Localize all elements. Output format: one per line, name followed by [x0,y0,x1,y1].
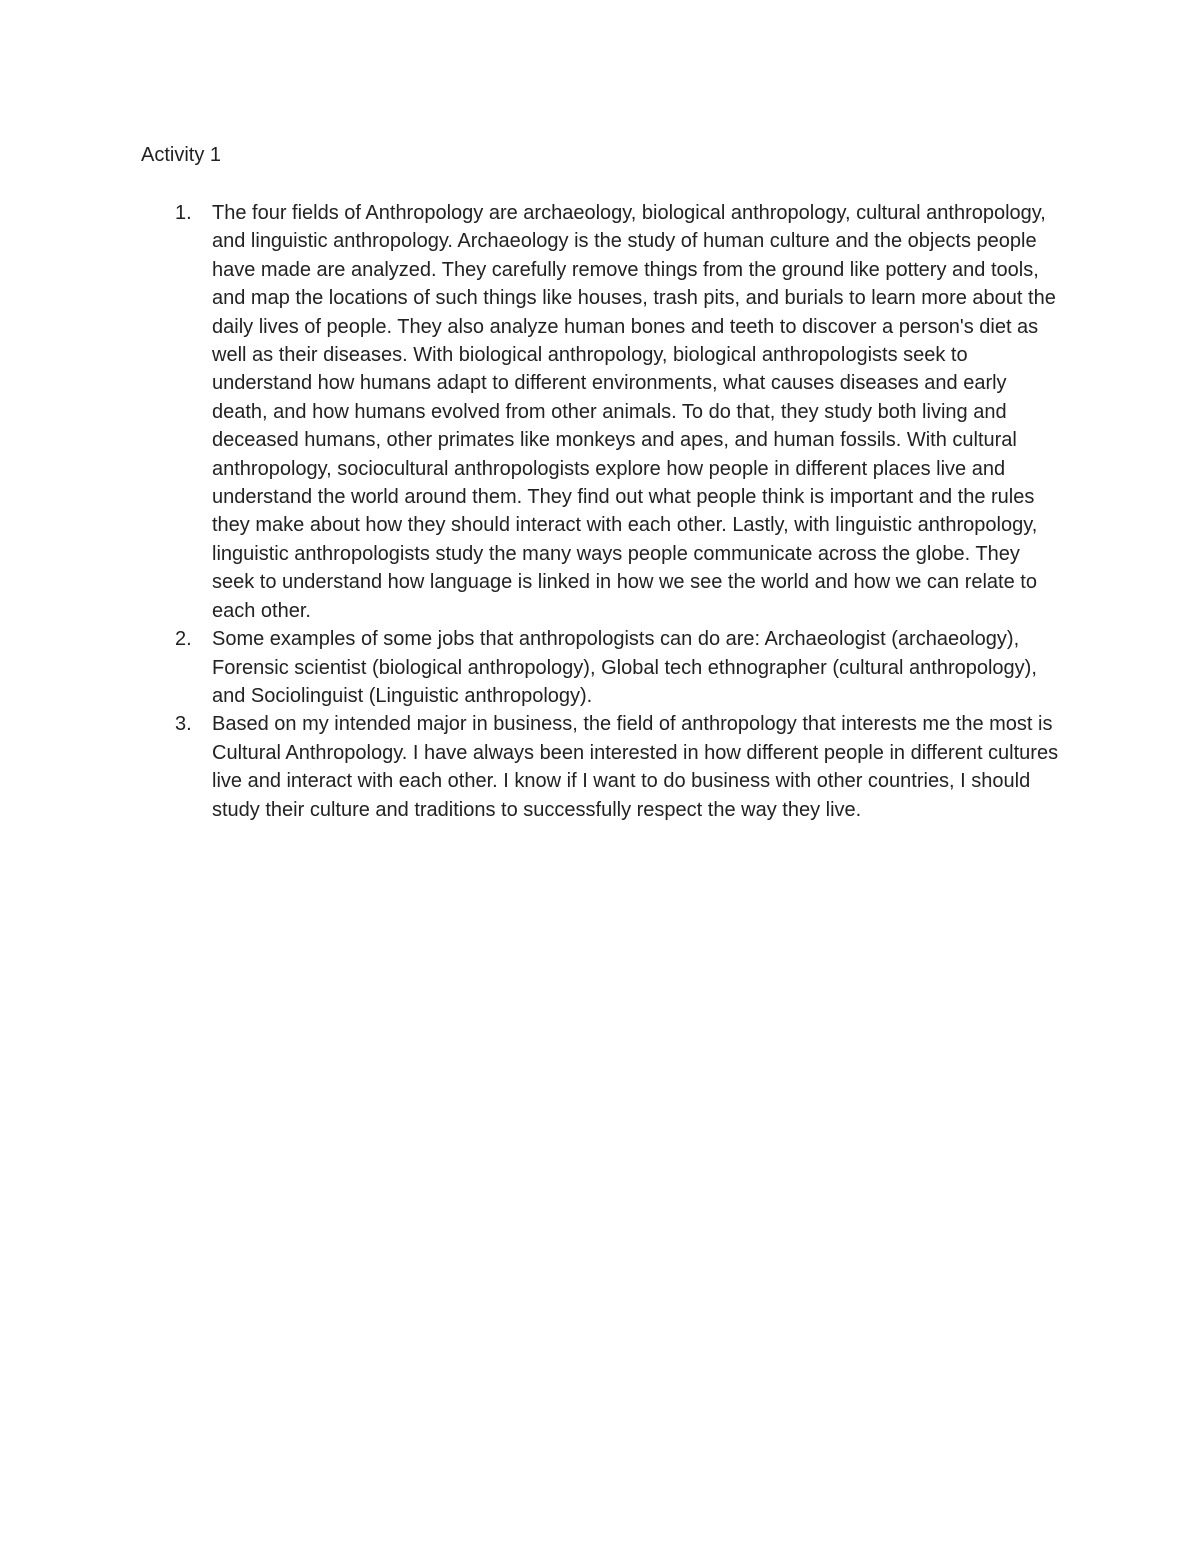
list-item-text: Based on my intended major in business, the field of anthropology that interests me the most is Cultural Anthropology. I have always been interested in how different people in different cultures live and interact with each other. I know if I want to do business with other countries, I should study their culture and traditions to successfully respect the way they live. [212,713,1059,821]
list-item-number: 1. [175,202,192,224]
list-item-number: 3. [175,713,192,736]
document-title: Activity 1 [141,144,222,166]
list-item-text: The four fields of Anthropology are archaeology, biological anthropology, cultural anthropology, and linguistic anthropology. Archaeology is the study of human culture and the objects people have made are analyzed. They carefully remove things from the ground like pottery and tools, and map the locations of such things like houses, trash pits, and burials to learn more about the daily lives of people. They also analyze human bones and teeth to discover a person's diet as well as their diseases. With biological anthropology, biological anthropologists seek to understand how humans adapt to different environments, what causes diseases and early death, and how humans evolved from other animals. To do that, they study both living and deceased humans, other primates like monkeys and apes, and human fossils. With cultural anthropology, sociocultural anthropologists explore how people in different places live and understand the world around them. They find out what people think is important and the rules they make about how they should interact with each other. Lastly, with linguistic anthropology, linguistic anthropologists study the many ways people communicate across the globe. They seek to understand how language is linked in how we see the world and how we can relate to each other. [212,202,1056,622]
answer-list [141,199,1061,824]
list-item [141,710,1061,824]
list-item [141,199,1061,625]
list-item-text: Some examples of some jobs that anthropologists can do are: Archaeologist (archaeology), Forensic scientist (biological anthropology), Global tech ethnographer (cultural anthropology), and Sociolinguist (Linguistic anthropology). [212,628,1037,707]
list-item-number: 2. [175,628,192,651]
list-item [141,625,1061,710]
